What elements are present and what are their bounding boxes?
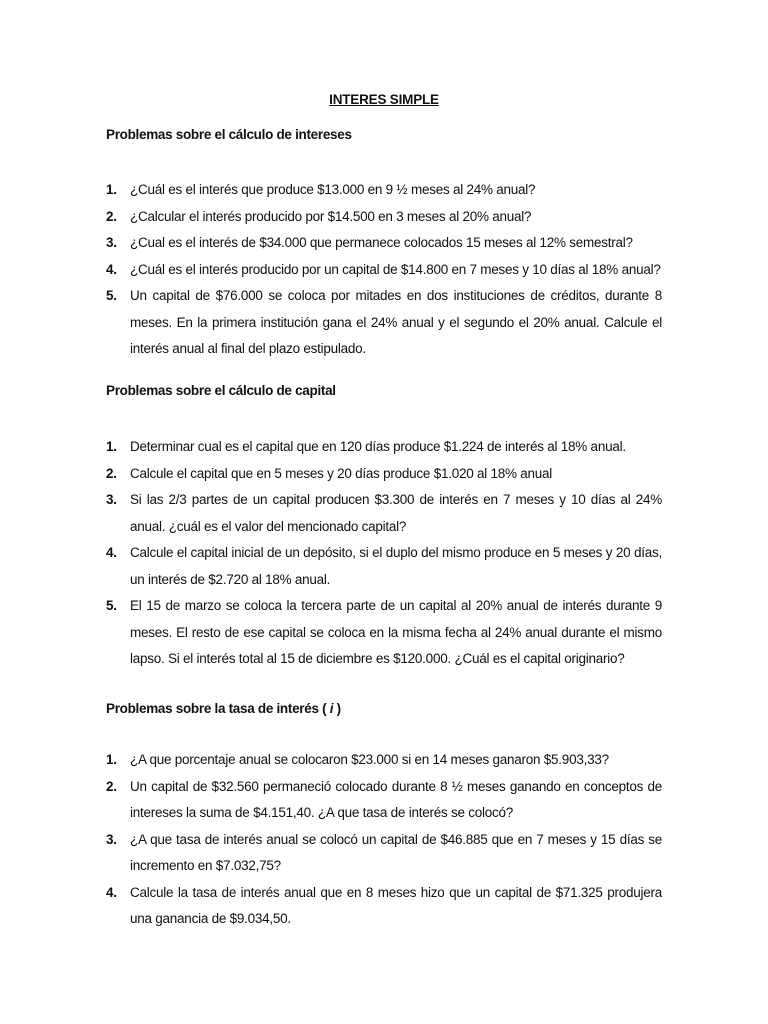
problem-item (106, 827, 662, 880)
section-interest-rate (106, 700, 662, 933)
section-heading-text: Problemas sobre la tasa de interés ( (106, 701, 330, 716)
problem-text: ¿Cuál es el interés producido por un capital de $14.800 en 7 meses y 10 días al 18% anual? (130, 261, 661, 277)
section-heading: Problemas sobre el cálculo de capital (106, 383, 336, 398)
problem-list (106, 747, 662, 933)
section-heading-variable: i (329, 701, 334, 716)
problem-item (106, 774, 662, 827)
problem-text: Un capital de $32.560 permaneció colocado durante 8 ½ meses ganando en conceptos de intereses la suma de $4.151,40. ¿A que tasa de interés se colocó? (130, 778, 662, 820)
problem-list (106, 434, 662, 673)
problem-number: 4. (106, 884, 117, 900)
document-title: INTERES SIMPLE (329, 92, 439, 107)
problem-number: 4. (106, 545, 117, 560)
problem-number: 5. (106, 288, 117, 303)
problem-item (106, 461, 662, 488)
problem-number: 2. (106, 465, 117, 481)
problem-text: ¿Cual es el interés de $34.000 que permanece colocados 15 meses al 12% semestral? (130, 235, 633, 250)
problem-item (106, 257, 662, 284)
problem-number: 1. (106, 182, 117, 197)
problem-item (106, 880, 662, 933)
problem-item (106, 230, 662, 257)
section-heading: Problemas sobre el cálculo de intereses (106, 127, 352, 142)
problem-text: ¿A que tasa de interés anual se colocó un capital de $46.885 que en 7 meses y 15 días se incremento en $7.032,75? (130, 831, 662, 873)
problem-text: Calcule el capital que en 5 meses y 20 días produce $1.020 al 18% anual (130, 465, 553, 481)
problem-number: 2. (106, 778, 117, 794)
section-heading (106, 700, 662, 718)
problem-item (106, 283, 662, 363)
problem-item (106, 593, 662, 673)
problem-text: Si las 2/3 partes de un capital producen $3.300 de interés en 7 meses y 10 días al 24% anual. ¿cuál es el valor del mencionado capital? (130, 492, 662, 534)
problem-text: ¿A que porcentaje anual se colocaron $23.000 si en 14 meses ganaron $5.903,33? (130, 752, 609, 767)
problem-number: 2. (106, 208, 117, 224)
problem-number: 1. (106, 439, 117, 454)
problem-text: Determinar cual es el capital que en 120 días produce $1.224 de interés al 18% anual. (130, 439, 626, 454)
problem-item (106, 747, 662, 774)
problem-item (106, 434, 662, 461)
section-heading-end: ) (333, 701, 341, 716)
problem-number: 3. (106, 235, 117, 250)
problem-list (106, 177, 662, 363)
problem-text: Un capital de $76.000 se coloca por mitades en dos instituciones de créditos, durante 8 meses. En la primera institución gana el 24% anual y el segundo el 20% anual. Calcule el interés anual al final del plazo estipulado. (130, 288, 662, 356)
problem-number: 3. (106, 492, 117, 507)
problem-item (106, 540, 662, 593)
problem-item (106, 487, 662, 540)
problem-number: 4. (106, 261, 117, 277)
problem-number: 1. (106, 752, 117, 767)
problem-text: ¿Calcular el interés producido por $14.500 en 3 meses al 20% anual? (130, 208, 532, 224)
problem-text: El 15 de marzo se coloca la tercera parte de un capital al 20% anual de interés durante 9 meses. El resto de ese capital se coloca en la misma fecha al 24% anual durante el mismo lapso. Si el interés total al 15 de diciembre es $120.000. ¿Cuál es el capital originario? (130, 598, 662, 666)
section-capital-calculation (106, 382, 662, 673)
problem-text: Calcule la tasa de interés anual que en 8 meses hizo que un capital de $71.325 produjera una ganancia de $9.034,50. (130, 884, 662, 926)
problem-item (106, 177, 662, 204)
problem-text: Calcule el capital inicial de un depósito, si el duplo del mismo produce en 5 meses y 20 días, un interés de $2.720 al 18% anual. (130, 545, 662, 587)
problem-number: 3. (106, 831, 117, 847)
problem-text: ¿Cuál es el interés que produce $13.000 en 9 ½ meses al 24% anual? (130, 182, 536, 197)
problem-item (106, 204, 662, 231)
section-interest-calculation (106, 126, 662, 363)
problem-number: 5. (106, 598, 117, 613)
